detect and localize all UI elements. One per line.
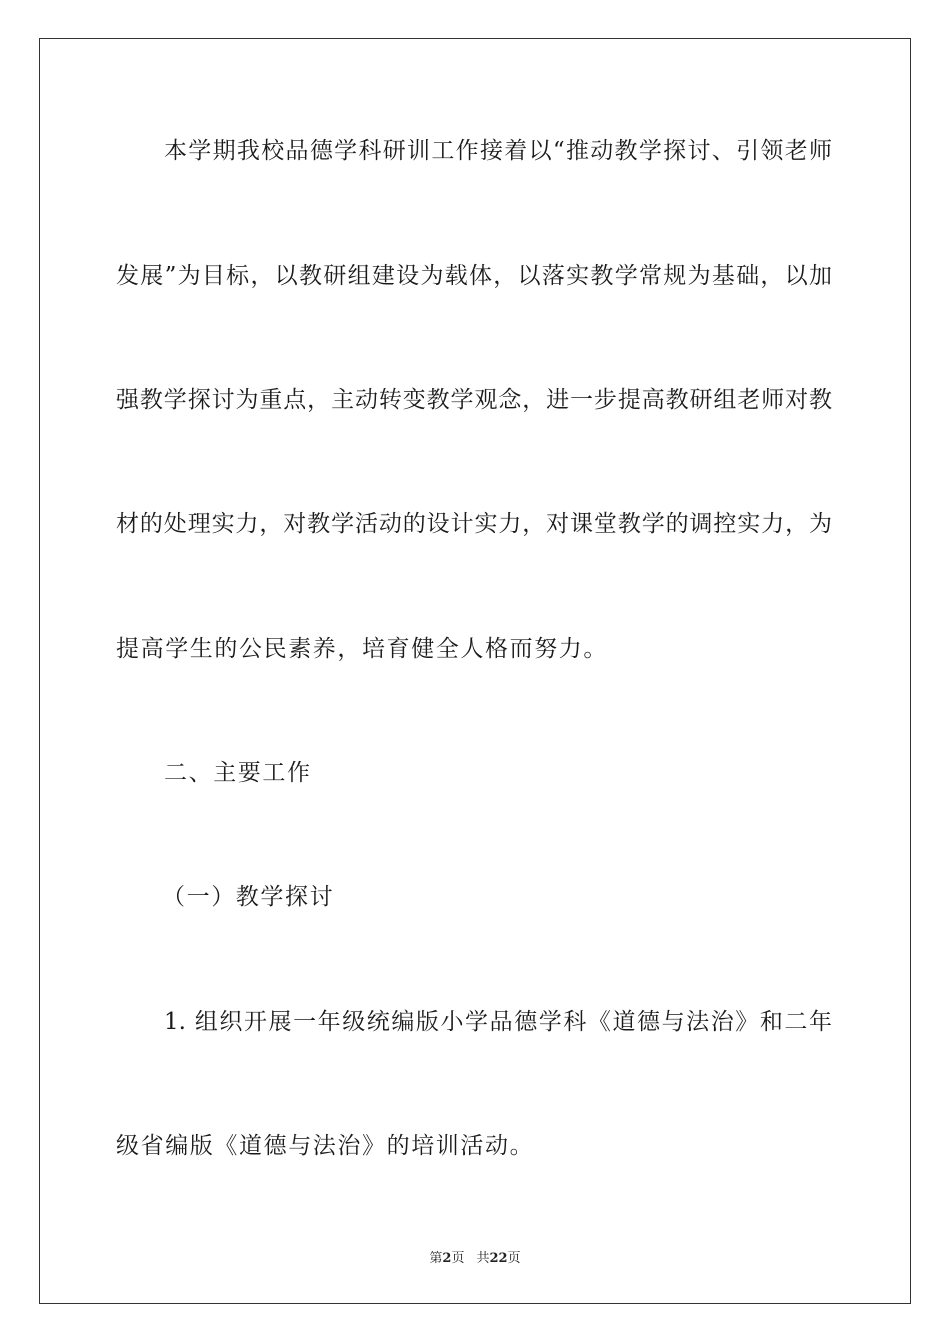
footer-page-total: 22	[489, 1251, 508, 1266]
paragraph-line-1: 本学期我校品德学科研训工作接着以“推动教学探讨、引领老师	[164, 138, 832, 164]
section-heading: 二、主要工作	[164, 760, 312, 786]
paragraph-line-4: 材的处理实力，对教学活动的设计实力，对课堂教学的调控实力，为	[116, 511, 832, 537]
footer-page-suffix: 页	[451, 1251, 465, 1266]
page-border	[39, 38, 911, 1304]
footer-page-current: 2	[442, 1251, 452, 1266]
list-item-line-1: 1. 组织开展一年级统编版小学品德学科《道德与法治》和二年	[164, 1009, 832, 1035]
footer-total-suffix: 页	[507, 1251, 521, 1266]
subsection-heading: （一）教学探讨	[162, 884, 335, 910]
page-footer	[0, 1247, 950, 1266]
paragraph-line-5: 提高学生的公民素养，培育健全人格而努力。	[116, 636, 608, 662]
footer-page-prefix: 第	[429, 1251, 443, 1266]
paragraph-line-3: 强教学探讨为重点，主动转变教学观念，进一步提高教研组老师对教	[116, 387, 832, 413]
paragraph-line-2: 发展”为目标，以教研组建设为载体，以落实教学常规为基础，以加	[116, 263, 832, 289]
list-item-line-2: 级省编版《道德与法治》的培训活动。	[116, 1133, 535, 1159]
footer-total-prefix: 共	[476, 1251, 490, 1266]
